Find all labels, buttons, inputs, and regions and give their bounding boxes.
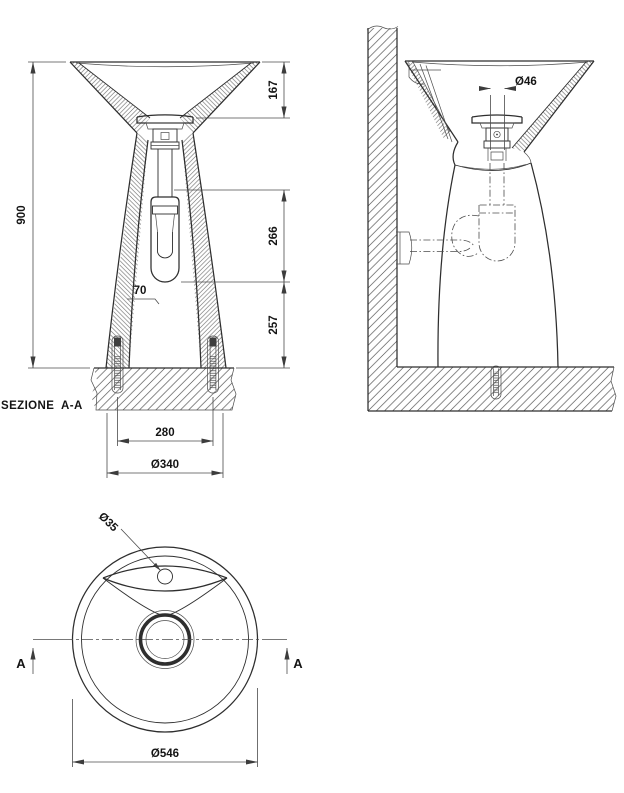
floor-hatch-side bbox=[397, 367, 616, 411]
section-letter-left: A bbox=[16, 656, 26, 671]
section-line-AA bbox=[16, 640, 303, 675]
side-view bbox=[367, 26, 616, 411]
dim-167-label: 167 bbox=[268, 80, 280, 100]
wall-outline bbox=[367, 26, 616, 411]
side-basin-hatch-right bbox=[512, 61, 594, 152]
side-pedestal-outline bbox=[438, 142, 558, 367]
wall-hatch bbox=[368, 28, 397, 411]
overflow-shelf bbox=[103, 566, 227, 616]
basin-outline bbox=[70, 62, 260, 133]
bottle-trap bbox=[151, 197, 179, 282]
pedestal-wall-hatch-left bbox=[106, 133, 148, 368]
dim-35-label: Ø35 bbox=[95, 510, 120, 535]
dim-257-label: 257 bbox=[268, 315, 280, 335]
dim-546-label: Ø546 bbox=[150, 748, 180, 760]
basin-wall-hatch-left bbox=[70, 62, 150, 133]
dim-280-label: 280 bbox=[155, 427, 175, 439]
section-title: SEZIONE A-A bbox=[1, 400, 83, 412]
faucet-hole bbox=[158, 569, 173, 584]
front-section-view bbox=[1, 62, 290, 478]
basin-wall-hatch-right bbox=[180, 62, 260, 133]
plan-view bbox=[16, 511, 303, 767]
dim-340 bbox=[107, 413, 223, 478]
dim-46-label: Ø46 bbox=[515, 76, 537, 88]
dim-266-label: 266 bbox=[268, 226, 280, 246]
dim-900 bbox=[16, 62, 90, 368]
dim-340-label: Ø340 bbox=[150, 459, 180, 471]
dim-900-label: 900 bbox=[16, 205, 28, 225]
dim-257 bbox=[236, 282, 290, 368]
pedestal-wall-hatch-right bbox=[182, 133, 226, 368]
dim-546 bbox=[73, 688, 258, 767]
wall-escutcheon bbox=[396, 232, 412, 264]
dim-35 bbox=[96, 511, 161, 571]
side-basin-hatch-left bbox=[405, 61, 450, 139]
dim-70-label: 70 bbox=[133, 285, 147, 297]
siphon-phantom bbox=[410, 163, 515, 261]
side-drain-assembly bbox=[472, 115, 522, 161]
section-letter-right: A bbox=[293, 656, 303, 671]
